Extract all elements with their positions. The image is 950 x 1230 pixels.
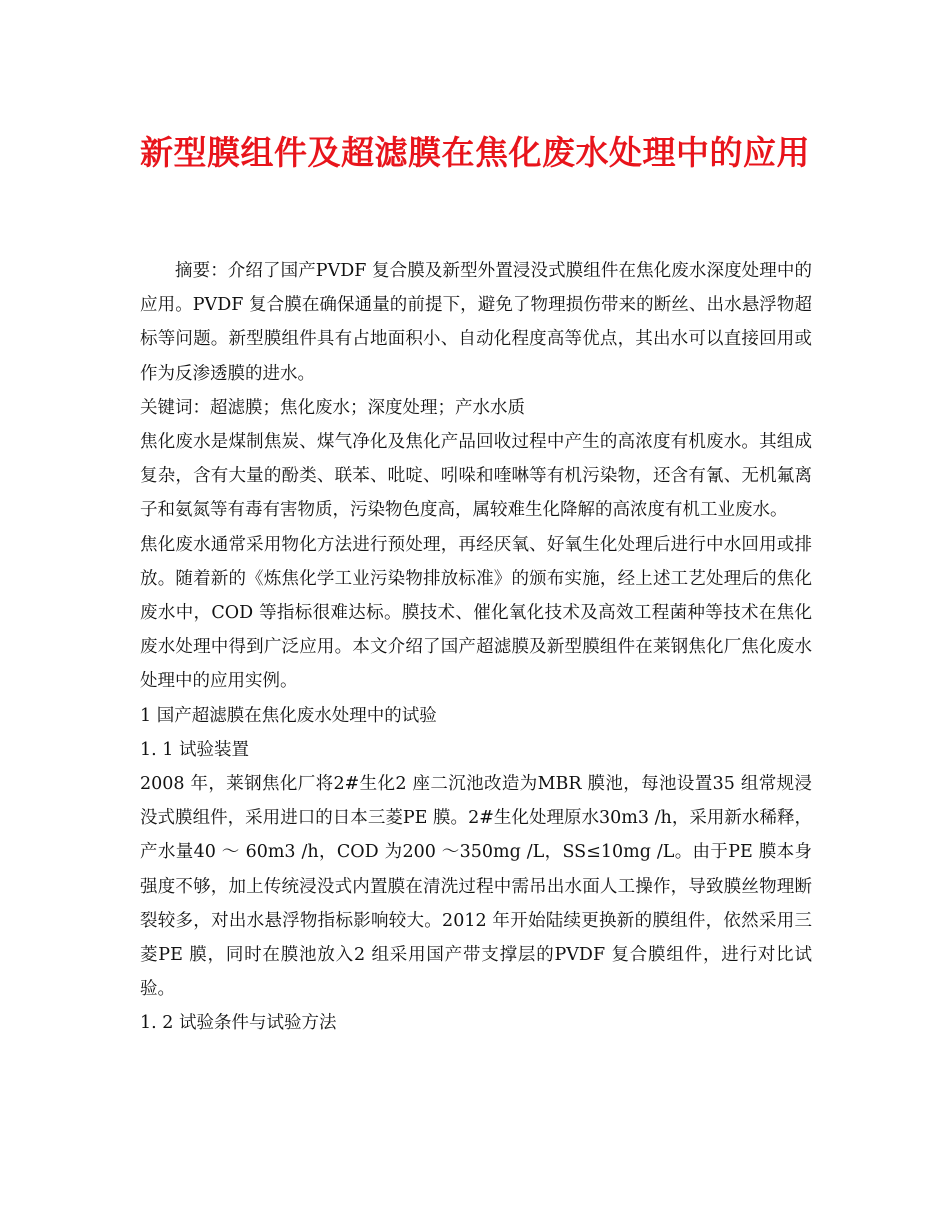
abstract-paragraph: 摘要：介绍了国产PVDF 复合膜及新型外置浸没式膜组件在焦化废水深度处理中的应用。PVDF 复合膜在确保通量的前提下，避免了物理损伤带来的断丝、出水悬浮物超标等问题。新型膜组件具有占地面积小、自动化程度高等优点，其出水可以直接回用或作为反渗透膜的进水。 <box>140 261 812 384</box>
section-heading: 1 国产超滤膜在焦化废水处理中的试验 <box>140 705 437 726</box>
document-body <box>140 254 812 1041</box>
body-paragraph: 焦化废水通常采用物化方法进行预处理，再经厌氧、好氧生化处理后进行中水回用或排放。随着新的《炼焦化学工业污染物排放标准》的颁布实施，经上述工艺处理后的焦化废水中，COD 等指标很难达标。膜技术、催化氧化技术及高效工程菌种等技术在焦化废水处理中得到广泛应用。本文介绍了国产超滤膜及新型膜组件在莱钢焦化厂焦化废水处理中的应用实例。 <box>140 534 812 692</box>
body-paragraph: 2008 年，莱钢焦化厂将2#生化2 座二沉池改造为MBR 膜池，每池设置35 组常规浸没式膜组件，采用进口的日本三菱PE 膜。2#生化处理原水30m3 /h，采用新水稀释，产水量40 ～ 60m3 /h，COD 为200 ～350mg /L，SS≤10mg /L。由于PE 膜本身强度不够，加上传统浸没式内置膜在清洗过程中需吊出水面人工操作，导致膜丝物理断裂较多，对出水悬浮物指标影响较大。2012 年开始陆续更换新的膜组件，依然采用三菱PE 膜，同时在膜池放入2 组采用国产带支撑层的PVDF 复合膜组件，进行对比试验。 <box>140 774 812 1000</box>
document-title: 新型膜组件及超滤膜在焦化废水处理中的应用 <box>140 133 810 172</box>
subsection-heading: 1. 2 试验条件与试验方法 <box>140 1013 337 1034</box>
keywords-line: 关键词：超滤膜；焦化废水；深度处理；产水水质 <box>140 397 525 418</box>
body-paragraph: 焦化废水是煤制焦炭、煤气净化及焦化产品回收过程中产生的高浓度有机废水。其组成复杂，含有大量的酚类、联苯、吡啶、吲哚和喹啉等有机污染物，还含有氰、无机氟离子和氨氮等有毒有害物质，污染物色度高，属较难生化降解的高浓度有机工业废水。 <box>140 432 812 521</box>
subsection-heading: 1. 1 试验装置 <box>140 739 249 760</box>
